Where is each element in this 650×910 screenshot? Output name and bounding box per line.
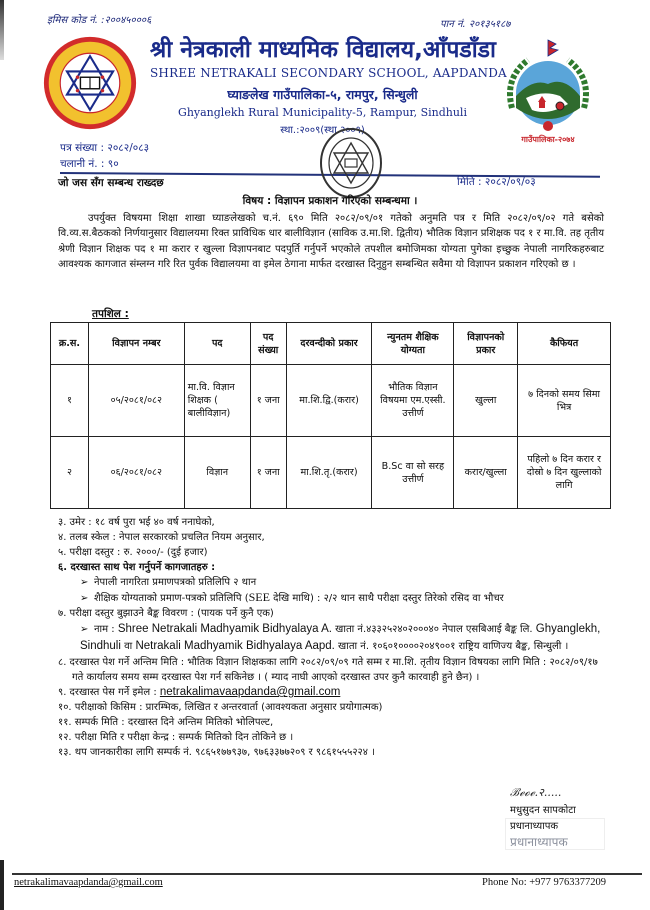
arrow-bullet-icon: ➢ bbox=[80, 624, 89, 635]
subject-line bbox=[60, 194, 600, 208]
footer-email-link[interactable]: netrakalimavaapdanda@gmail.com bbox=[14, 877, 163, 888]
list-subitem-bank-accounts: ➢ नाम : Shree Netrakali Madhyamik Bidhyalaya A. खाता नं.४३३२५२४०२०००४० नेपाल एसबिआई बैङ्क लि. Ghyanglekh, Sindhuli वा Netrakali Madhyamik Bidhyalaya Aapd. खाता नं. १०६०१००००२०४९००१ राष्ट्रिय वाणिज्य बैङ्क, सिन्धुली । bbox=[80, 623, 601, 652]
col-header-post: पद bbox=[184, 323, 250, 365]
list-item-exam-type: १०. परीक्षाको किसिम : प्रारम्भिक, लिखित र अन्तरवार्ता (आवश्यकता अनुसार प्रयोगात्मक) bbox=[58, 702, 383, 713]
col-header-position-type: दरवन्दीको प्रकार bbox=[286, 323, 372, 365]
cell-serial: १ bbox=[51, 365, 89, 437]
cell-ad-type: खुल्ला bbox=[454, 365, 518, 437]
list-subitem-citizenship: ➢ नेपाली नागरिता प्रमाणपत्रको प्रतिलिपि २ थान bbox=[80, 577, 257, 588]
details-heading: तपशिल : bbox=[92, 308, 129, 320]
cell-min-qualification: भौतिक विज्ञान विषयमा एम.एस्सी. उत्तीर्ण bbox=[372, 365, 454, 437]
cell-position-type: मा.शि.द्वि.(करार) bbox=[286, 365, 372, 437]
signature-scribble: ℬℯℴℯ.२..... bbox=[510, 786, 562, 799]
table-row bbox=[51, 365, 611, 437]
recipient-line: जो जस सँग सम्बन्ध राख्दछ bbox=[58, 177, 164, 189]
school-name-nepali: श्री नेत्रकाली माध्यमिक विद्यालय,आँपडाँडा bbox=[150, 37, 496, 63]
address-nepali: घ्याङलेख गाउँपालिका-५, रामपुर, सिन्धुली bbox=[227, 87, 418, 102]
cell-remarks: पहिलो ७ दिन करार र दोस्रो ७ दिन खुल्लाको लागि bbox=[518, 437, 611, 509]
letter-date: मिति : २०८२/०९/०३ bbox=[457, 176, 536, 188]
footer-divider bbox=[12, 873, 642, 875]
body-paragraph: उपर्युक्त विषयमा शिक्षा शाखा घ्याङलेखको च.नं. ६९० मिति २०८२/०९/०१ गतेको अनुमति पत्र र मिति २०८२/०९/०२ गते बसेको वि.व्य.स.बैठकको निर्णयानुसार विद्यालयमा रिक्त प्राविधिक धार बालीविज्ञान (साविक उ.मा.शि. द्वितीय) भौतिक विज्ञान प्रशिक्षक पद १ र मा.वि. तह तृतीय श्रेणी विज्ञान शिक्षक पद १ मा करार र खुल्ला विज्ञापनबाट पदपुर्ति गर्नुपर्ने भएकोले तपशील बमोजिमका योग्यता पुगेका इच्छुक नेपाली नागरिकहरुबाट आवश्यक कागजात संम्लग्न गरि रित पुर्वक विद्यालयमा वा इमेल ठेगाना मार्फत दरखास्त दिनुहुन सम्बन्धित सवैमा यो विज्ञापन प्रकाशन गरिएको छ । bbox=[58, 213, 604, 270]
signature-block bbox=[510, 785, 600, 850]
school-name-english: SHREE NETRAKALI SECONDARY SCHOOL, AAPDANDA bbox=[150, 66, 507, 80]
vacancy-table bbox=[50, 322, 611, 509]
cell-min-qualification: B.Sc वा सो सरह उत्तीर्ण bbox=[372, 437, 454, 509]
dispatch-number: चलानी नं. : ९० bbox=[60, 158, 119, 170]
municipality-emblem-icon bbox=[498, 38, 598, 148]
list-item-contact-date: ११. सम्पर्क मिति : दरखास्त दिने अन्तिम मितिको भोलिपल्ट, bbox=[58, 717, 274, 728]
conditions-list bbox=[58, 515, 608, 760]
scan-edge bbox=[0, 860, 4, 910]
list-item-bank-details: ७. परीक्षा दस्तुर बुझाउने बैङ्क विवरण : (पायक पर्ने कुनै एक) bbox=[58, 608, 274, 619]
cell-ad-number: ०५/२०८१/०८२ bbox=[88, 365, 184, 437]
letter-number: पत्र संख्या : २०८२/०८३ bbox=[60, 142, 150, 154]
list-item-deadline: ८. दरखास्त पेश गर्ने अन्तिम मिति : भौतिक विज्ञान शिक्षकका लागि २०८२/०९/०९ गते सम्म र मा.शि. तृतीय विज्ञान विषयका लागि मिति : २०८२/०९/१७ गते कार्यालय समय सम्म दरखास्त पेश गर्न सकिनेछ । ( म्याद नाघी आएको दरखास्त उपर कुनै कारवाही हुने छैन) । bbox=[58, 657, 598, 683]
svg-text:गाउँपालिका-२०७४: गाउँपालिका-२०७४ bbox=[521, 135, 575, 144]
cell-post-count: १ जना bbox=[250, 437, 286, 509]
list-item-documents: ६. दरखास्त साथ पेश गर्नुपर्ने कागजातहरु : bbox=[58, 562, 216, 573]
cell-serial: २ bbox=[51, 437, 89, 509]
list-item-exam-fee: ५. परीक्षा दस्तुर : रु. २०००/- (दुई हजार) bbox=[58, 547, 208, 558]
signatory-name: मधुसुदन सापकोटा bbox=[510, 805, 576, 816]
application-email-link[interactable]: netrakalimavaapdanda@gmail.com bbox=[159, 686, 341, 698]
cell-ad-number: ०६/२०८१/०८२ bbox=[88, 437, 184, 509]
emis-code: इमिस कोड नं. :२००४५०००६ bbox=[47, 15, 152, 26]
subject-text: विज्ञापन प्रकाशन गरिएको सम्बन्धमा । bbox=[274, 195, 418, 207]
table-row bbox=[51, 437, 611, 509]
col-header-post-count: पद संख्या bbox=[250, 323, 286, 365]
footer-phone: Phone No: +977 9763377209 bbox=[482, 877, 607, 888]
cell-post: विज्ञान bbox=[184, 437, 250, 509]
arrow-bullet-icon: ➢ bbox=[80, 593, 89, 604]
list-subitem-certificates: ➢ शैक्षिक योग्यताको प्रमाण-पत्रको प्रतिलिपि (SEE देखि माथि) : २/२ थान साथै परीक्षा दस्तुर तिरेको रसिद वा भौचर bbox=[80, 590, 504, 604]
school-stamp-icon bbox=[318, 125, 384, 200]
col-header-min-qualification: न्युनतम शैक्षिक योग्यता bbox=[372, 323, 454, 365]
pan-number: पान नं. २०१३५१८७ bbox=[440, 19, 511, 30]
cell-post-count: १ जना bbox=[250, 365, 286, 437]
table-header-row bbox=[51, 323, 611, 365]
scan-edge bbox=[0, 0, 4, 60]
col-header-ad-type: विज्ञापनको प्रकार bbox=[454, 323, 518, 365]
list-item-email: ९. दरखास्त पेस गर्ने इमेल : netrakalimavaapdanda@gmail.com bbox=[58, 686, 341, 698]
col-header-serial: क्र.स. bbox=[51, 323, 89, 365]
signatory-title: प्रधानाध्यापक bbox=[510, 821, 559, 832]
list-item-salary: ४. तलब स्केल : नेपाल सरकारको प्रचलित नियम अनुसार, bbox=[58, 532, 265, 543]
list-item-age: ३. उमेर : १८ वर्ष पुरा भई ४० वर्ष ननाघेको, bbox=[58, 517, 215, 528]
list-item-contact-numbers: १३. थप जानकारीका लागि सम्पर्क नं. ९८६५१७७९३७, ९७६३३७७२०९ र ९८६१५५५२२४ । bbox=[58, 747, 375, 758]
col-header-ad-number: विज्ञापन नम्बर bbox=[88, 323, 184, 365]
established-year: स्था.:२००९(स्था.२००९) bbox=[280, 125, 365, 136]
list-item-exam-date: १२. परीक्षा मिति र परीक्षा केन्द्र : सम्पर्क मितिको दिन तोकिने छ । bbox=[58, 732, 294, 743]
signatory-title-stamp: प्रधानाध्यापक bbox=[510, 835, 568, 849]
arrow-bullet-icon: ➢ bbox=[80, 577, 89, 588]
col-header-remarks: कैफियत bbox=[518, 323, 611, 365]
address-english: Ghyanglekh Rural Municipality-5, Rampur, Sindhuli bbox=[178, 106, 467, 119]
cell-post: मा.वि. विज्ञान शिक्षक ( बालीविज्ञान) bbox=[184, 365, 250, 437]
subject-label: विषय : bbox=[242, 195, 275, 207]
school-emblem-icon bbox=[42, 35, 138, 131]
cell-ad-type: करार/खुल्ला bbox=[454, 437, 518, 509]
cell-position-type: मा.शि.तृ.(करार) bbox=[286, 437, 372, 509]
cell-remarks: ७ दिनको समय सिमा भित्र bbox=[518, 365, 611, 437]
